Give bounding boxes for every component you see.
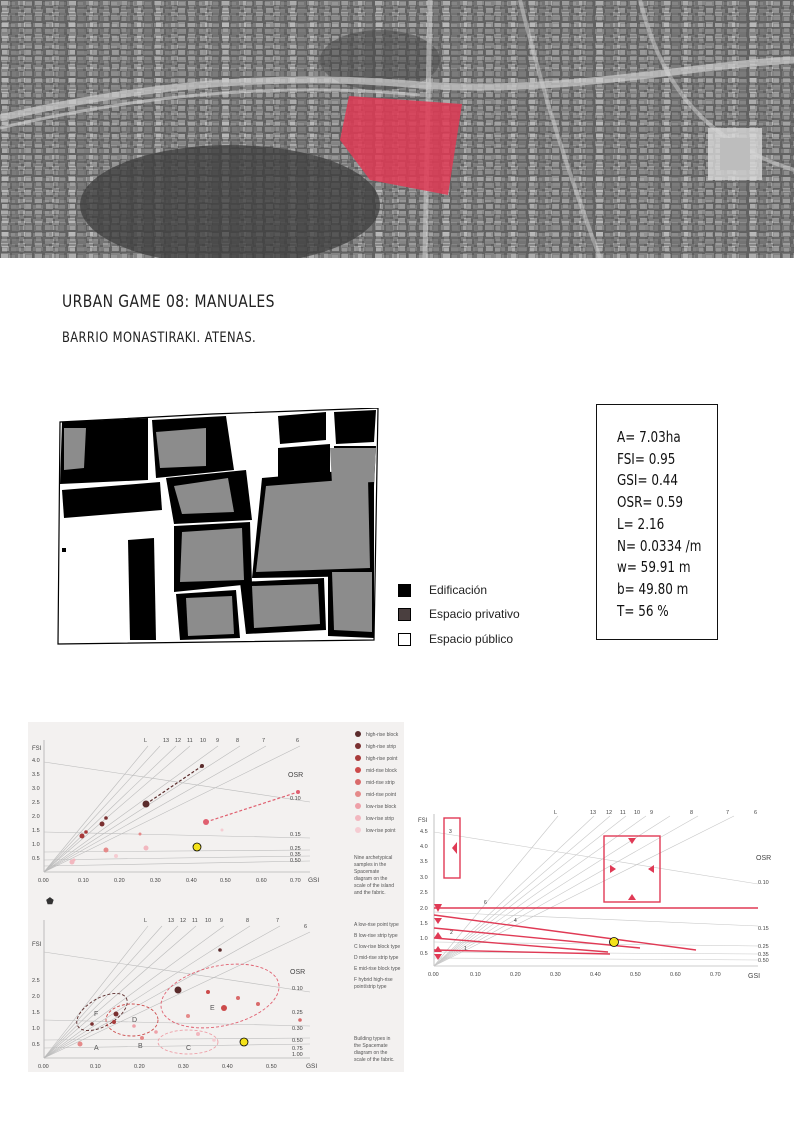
fsi-tick: 1.5 bbox=[32, 1010, 40, 1016]
osr-tick: 0.30 bbox=[292, 1026, 303, 1032]
osr-tick: 0.35 bbox=[758, 952, 769, 958]
l-tick: 10 bbox=[634, 810, 641, 816]
legend-swatch-dark bbox=[398, 608, 411, 621]
fsi-tick: 3.0 bbox=[32, 786, 40, 792]
osr-axis-label: OSR bbox=[756, 855, 772, 862]
stat-fsi: FSI= 0.95 bbox=[617, 449, 676, 468]
band-label: 1 bbox=[464, 946, 467, 952]
spacemate-top bbox=[32, 731, 399, 906]
l-tick: 9 bbox=[650, 810, 654, 816]
gsi-tick: 0.20 bbox=[114, 878, 125, 884]
figure-ground-plan bbox=[56, 408, 382, 646]
l-tick: 8 bbox=[246, 918, 250, 924]
caption-line: diagram on the bbox=[354, 1050, 388, 1056]
cluster-points bbox=[78, 948, 302, 1046]
fsi-tick: 2.0 bbox=[32, 994, 40, 1000]
l-tick: 9 bbox=[220, 918, 224, 924]
type-entry: C low-rise block type bbox=[354, 944, 401, 950]
fsi-tick: 1.5 bbox=[32, 828, 40, 834]
caption-line: scale of the fabric. bbox=[354, 1057, 395, 1063]
caption-line: the Spacemate bbox=[354, 1043, 388, 1049]
stat-t: T= 56 % bbox=[617, 601, 669, 620]
fsi-tick: 2.5 bbox=[420, 890, 428, 896]
fsi-tick: 0.5 bbox=[32, 856, 40, 862]
gsi-tick: 0.50 bbox=[220, 878, 231, 884]
gsi-tick: 0.40 bbox=[590, 972, 601, 978]
gsi-axis-label: GSI bbox=[748, 973, 761, 980]
legend-entry: high-rise strip bbox=[366, 744, 397, 750]
fsi-axis-label: FSI bbox=[32, 746, 42, 752]
gsi-tick: 0.40 bbox=[186, 878, 197, 884]
legend-entry: mid-rise block bbox=[366, 768, 397, 774]
fsi-tick: 3.0 bbox=[420, 875, 428, 881]
cluster-label: B bbox=[138, 1043, 143, 1050]
legend-entry: low-rise point bbox=[366, 828, 396, 834]
gsi-tick: 0.00 bbox=[428, 972, 439, 978]
fsi-tick: 3.5 bbox=[32, 772, 40, 778]
page-subtitle: BARRIO MONASTIRAKI. ATENAS. bbox=[62, 330, 257, 346]
fsi-tick: 1.5 bbox=[420, 921, 428, 927]
l-tick: 8 bbox=[236, 738, 240, 744]
stat-osr: OSR= 0.59 bbox=[617, 493, 683, 512]
l-tick: 6 bbox=[304, 924, 308, 930]
type-entry: A low-rise point type bbox=[354, 922, 399, 928]
l-tick: 10 bbox=[205, 918, 212, 924]
stats-box bbox=[596, 404, 718, 640]
gsi-tick: 0.00 bbox=[38, 878, 49, 884]
l-axis-label: L bbox=[144, 918, 148, 924]
gsi-axis-label: GSI bbox=[308, 877, 320, 884]
fsi-tick: 0.5 bbox=[32, 1042, 40, 1048]
l-tick: 11 bbox=[192, 918, 198, 924]
cluster-label: A bbox=[94, 1045, 99, 1052]
legend-label: Espacio privativo bbox=[429, 607, 520, 621]
legend-label: Espacio público bbox=[429, 632, 514, 646]
osr-tick: 0.15 bbox=[290, 832, 301, 838]
l-axis-label: L bbox=[554, 810, 558, 816]
osr-tick: 0.15 bbox=[758, 926, 769, 932]
caption-line: diagram on the bbox=[354, 876, 388, 882]
gsi-tick: 0.50 bbox=[630, 972, 641, 978]
l-tick: 13 bbox=[163, 738, 170, 744]
aerial-photo bbox=[0, 0, 794, 258]
fsi-tick: 2.0 bbox=[420, 906, 428, 912]
band-label: 3 bbox=[449, 829, 452, 835]
gsi-tick: 0.10 bbox=[470, 972, 481, 978]
legend-entry: low-rise block bbox=[366, 804, 397, 810]
l-tick: 6 bbox=[754, 810, 758, 816]
osr-tick: 0.50 bbox=[292, 1038, 303, 1044]
l-tick: 12 bbox=[180, 918, 187, 924]
fsi-tick: 2.5 bbox=[32, 800, 40, 806]
l-tick: 6 bbox=[296, 738, 300, 744]
l-tick: 10 bbox=[200, 738, 207, 744]
l-tick: 12 bbox=[175, 738, 182, 744]
legend-entry: high-rise block bbox=[366, 732, 399, 738]
current-site-marker bbox=[240, 1038, 248, 1046]
osr-tick: 0.25 bbox=[292, 1010, 303, 1016]
stat-gsi: GSI= 0.44 bbox=[617, 471, 679, 490]
caption-line: samples in the bbox=[354, 862, 387, 868]
caption-line: Building types in bbox=[354, 1036, 391, 1042]
gsi-tick: 0.30 bbox=[150, 878, 161, 884]
l-tick: 11 bbox=[187, 738, 193, 744]
type-entry: D mid-rise strip type bbox=[354, 955, 399, 961]
legend-entry: low-rise strip bbox=[366, 816, 395, 822]
stat-n: N= 0.0334 /m bbox=[617, 536, 702, 555]
legend-label: Edificación bbox=[429, 583, 488, 597]
caption-line: scale of the island bbox=[354, 883, 395, 889]
fsi-axis-label: FSI bbox=[418, 818, 428, 824]
l-axis-label: L bbox=[144, 738, 148, 744]
fsi-tick: 2.5 bbox=[32, 978, 40, 984]
fsi-tick: 4.0 bbox=[32, 758, 40, 764]
spacemate-diagrams-left bbox=[28, 722, 404, 1072]
legend-item-privativo bbox=[398, 607, 520, 623]
gsi-tick: 0.30 bbox=[550, 972, 561, 978]
stat-w: w= 59.91 m bbox=[617, 558, 691, 577]
gsi-tick: 0.50 bbox=[266, 1064, 277, 1070]
fsi-axis-label: FSI bbox=[32, 942, 42, 948]
type-entry: B low-rise strip type bbox=[354, 933, 398, 939]
osr-tick: 0.25 bbox=[758, 944, 769, 950]
l-tick: 8 bbox=[690, 810, 694, 816]
osr-axis-label: OSR bbox=[288, 772, 304, 779]
l-tick: 7 bbox=[726, 810, 730, 816]
caption-line: Spacemate bbox=[354, 869, 380, 875]
legend-item-edificacion bbox=[398, 583, 487, 599]
gsi-tick: 0.20 bbox=[134, 1064, 145, 1070]
band-label: 2 bbox=[450, 930, 453, 936]
l-tick: 13 bbox=[590, 810, 597, 816]
legend-swatch-black bbox=[398, 584, 411, 597]
type-entry: E mid-rise block type bbox=[354, 966, 401, 972]
stat-b: b= 49.80 m bbox=[617, 579, 689, 598]
osr-tick: 0.10 bbox=[290, 796, 301, 802]
fsi-tick: 2.0 bbox=[32, 814, 40, 820]
osr-tick: 0.10 bbox=[758, 880, 769, 886]
current-site-marker bbox=[193, 843, 201, 851]
legend-swatch-white bbox=[398, 633, 411, 646]
stat-area: A= 7.03ha bbox=[617, 428, 681, 446]
osr-tick: 1.00 bbox=[292, 1052, 303, 1058]
legend-entry: mid-rise strip bbox=[366, 780, 395, 786]
fsi-tick: 4.5 bbox=[420, 829, 428, 835]
caption-line: and the fabric. bbox=[354, 890, 386, 896]
osr-tick: 0.35 bbox=[290, 852, 301, 858]
l-tick: 11 bbox=[620, 810, 626, 816]
arrows bbox=[434, 838, 654, 960]
cluster-label: F bbox=[94, 1011, 99, 1018]
fsi-tick: 3.5 bbox=[420, 859, 428, 865]
l-tick: 7 bbox=[262, 738, 266, 744]
stat-l: L= 2.16 bbox=[617, 514, 665, 533]
gsi-tick: 0.10 bbox=[78, 878, 89, 884]
legend-item-publico bbox=[398, 632, 513, 648]
spacemate-diagram-right bbox=[408, 800, 794, 1000]
fsi-tick: 4.0 bbox=[420, 844, 428, 850]
gsi-tick: 0.70 bbox=[290, 878, 301, 884]
osr-tick: 0.10 bbox=[292, 986, 303, 992]
current-site-marker bbox=[610, 938, 619, 947]
osr-tick: 0.50 bbox=[758, 958, 769, 964]
gsi-tick: 0.30 bbox=[178, 1064, 189, 1070]
cluster-label: D bbox=[132, 1017, 138, 1024]
spacemate-bottom bbox=[32, 918, 401, 1070]
l-tick: 13 bbox=[168, 918, 175, 924]
l-tick: 9 bbox=[216, 738, 220, 744]
osr-axis-label: OSR bbox=[290, 969, 306, 976]
band-label: 6 bbox=[484, 900, 487, 906]
caption-line: Nine archetypical bbox=[354, 855, 393, 861]
legend-entry: high-rise point bbox=[366, 756, 398, 762]
legend-entry: mid-rise point bbox=[366, 792, 397, 798]
cluster-label: E bbox=[210, 1005, 215, 1012]
fsi-tick: 1.0 bbox=[420, 936, 428, 942]
gsi-tick: 0.20 bbox=[510, 972, 521, 978]
type-entry: F hybrid high-rise bbox=[354, 977, 393, 983]
gsi-axis-label: GSI bbox=[306, 1063, 318, 1070]
cluster-label: C bbox=[186, 1045, 192, 1052]
type-entry: point/strip type bbox=[354, 984, 387, 990]
gsi-tick: 0.00 bbox=[38, 1064, 49, 1070]
gsi-tick: 0.60 bbox=[256, 878, 267, 884]
red-bands bbox=[434, 818, 758, 954]
fsi-tick: 1.0 bbox=[32, 842, 40, 848]
gsi-tick: 0.60 bbox=[670, 972, 681, 978]
gsi-tick: 0.40 bbox=[222, 1064, 233, 1070]
band-label: 4 bbox=[514, 918, 517, 924]
osr-tick: 0.50 bbox=[290, 858, 301, 864]
gsi-tick: 0.10 bbox=[90, 1064, 101, 1070]
fsi-tick: 1.0 bbox=[32, 1026, 40, 1032]
fsi-tick: 0.5 bbox=[420, 951, 428, 957]
osr-tick: 0.25 bbox=[290, 846, 301, 852]
pentagon-icon: ⬟ bbox=[46, 896, 54, 906]
l-tick: 7 bbox=[276, 918, 280, 924]
l-tick: 12 bbox=[606, 810, 613, 816]
osr-tick: 0.75 bbox=[292, 1046, 303, 1052]
gsi-tick: 0.70 bbox=[710, 972, 721, 978]
page-title: URBAN GAME 08: MANUALES bbox=[62, 292, 275, 312]
